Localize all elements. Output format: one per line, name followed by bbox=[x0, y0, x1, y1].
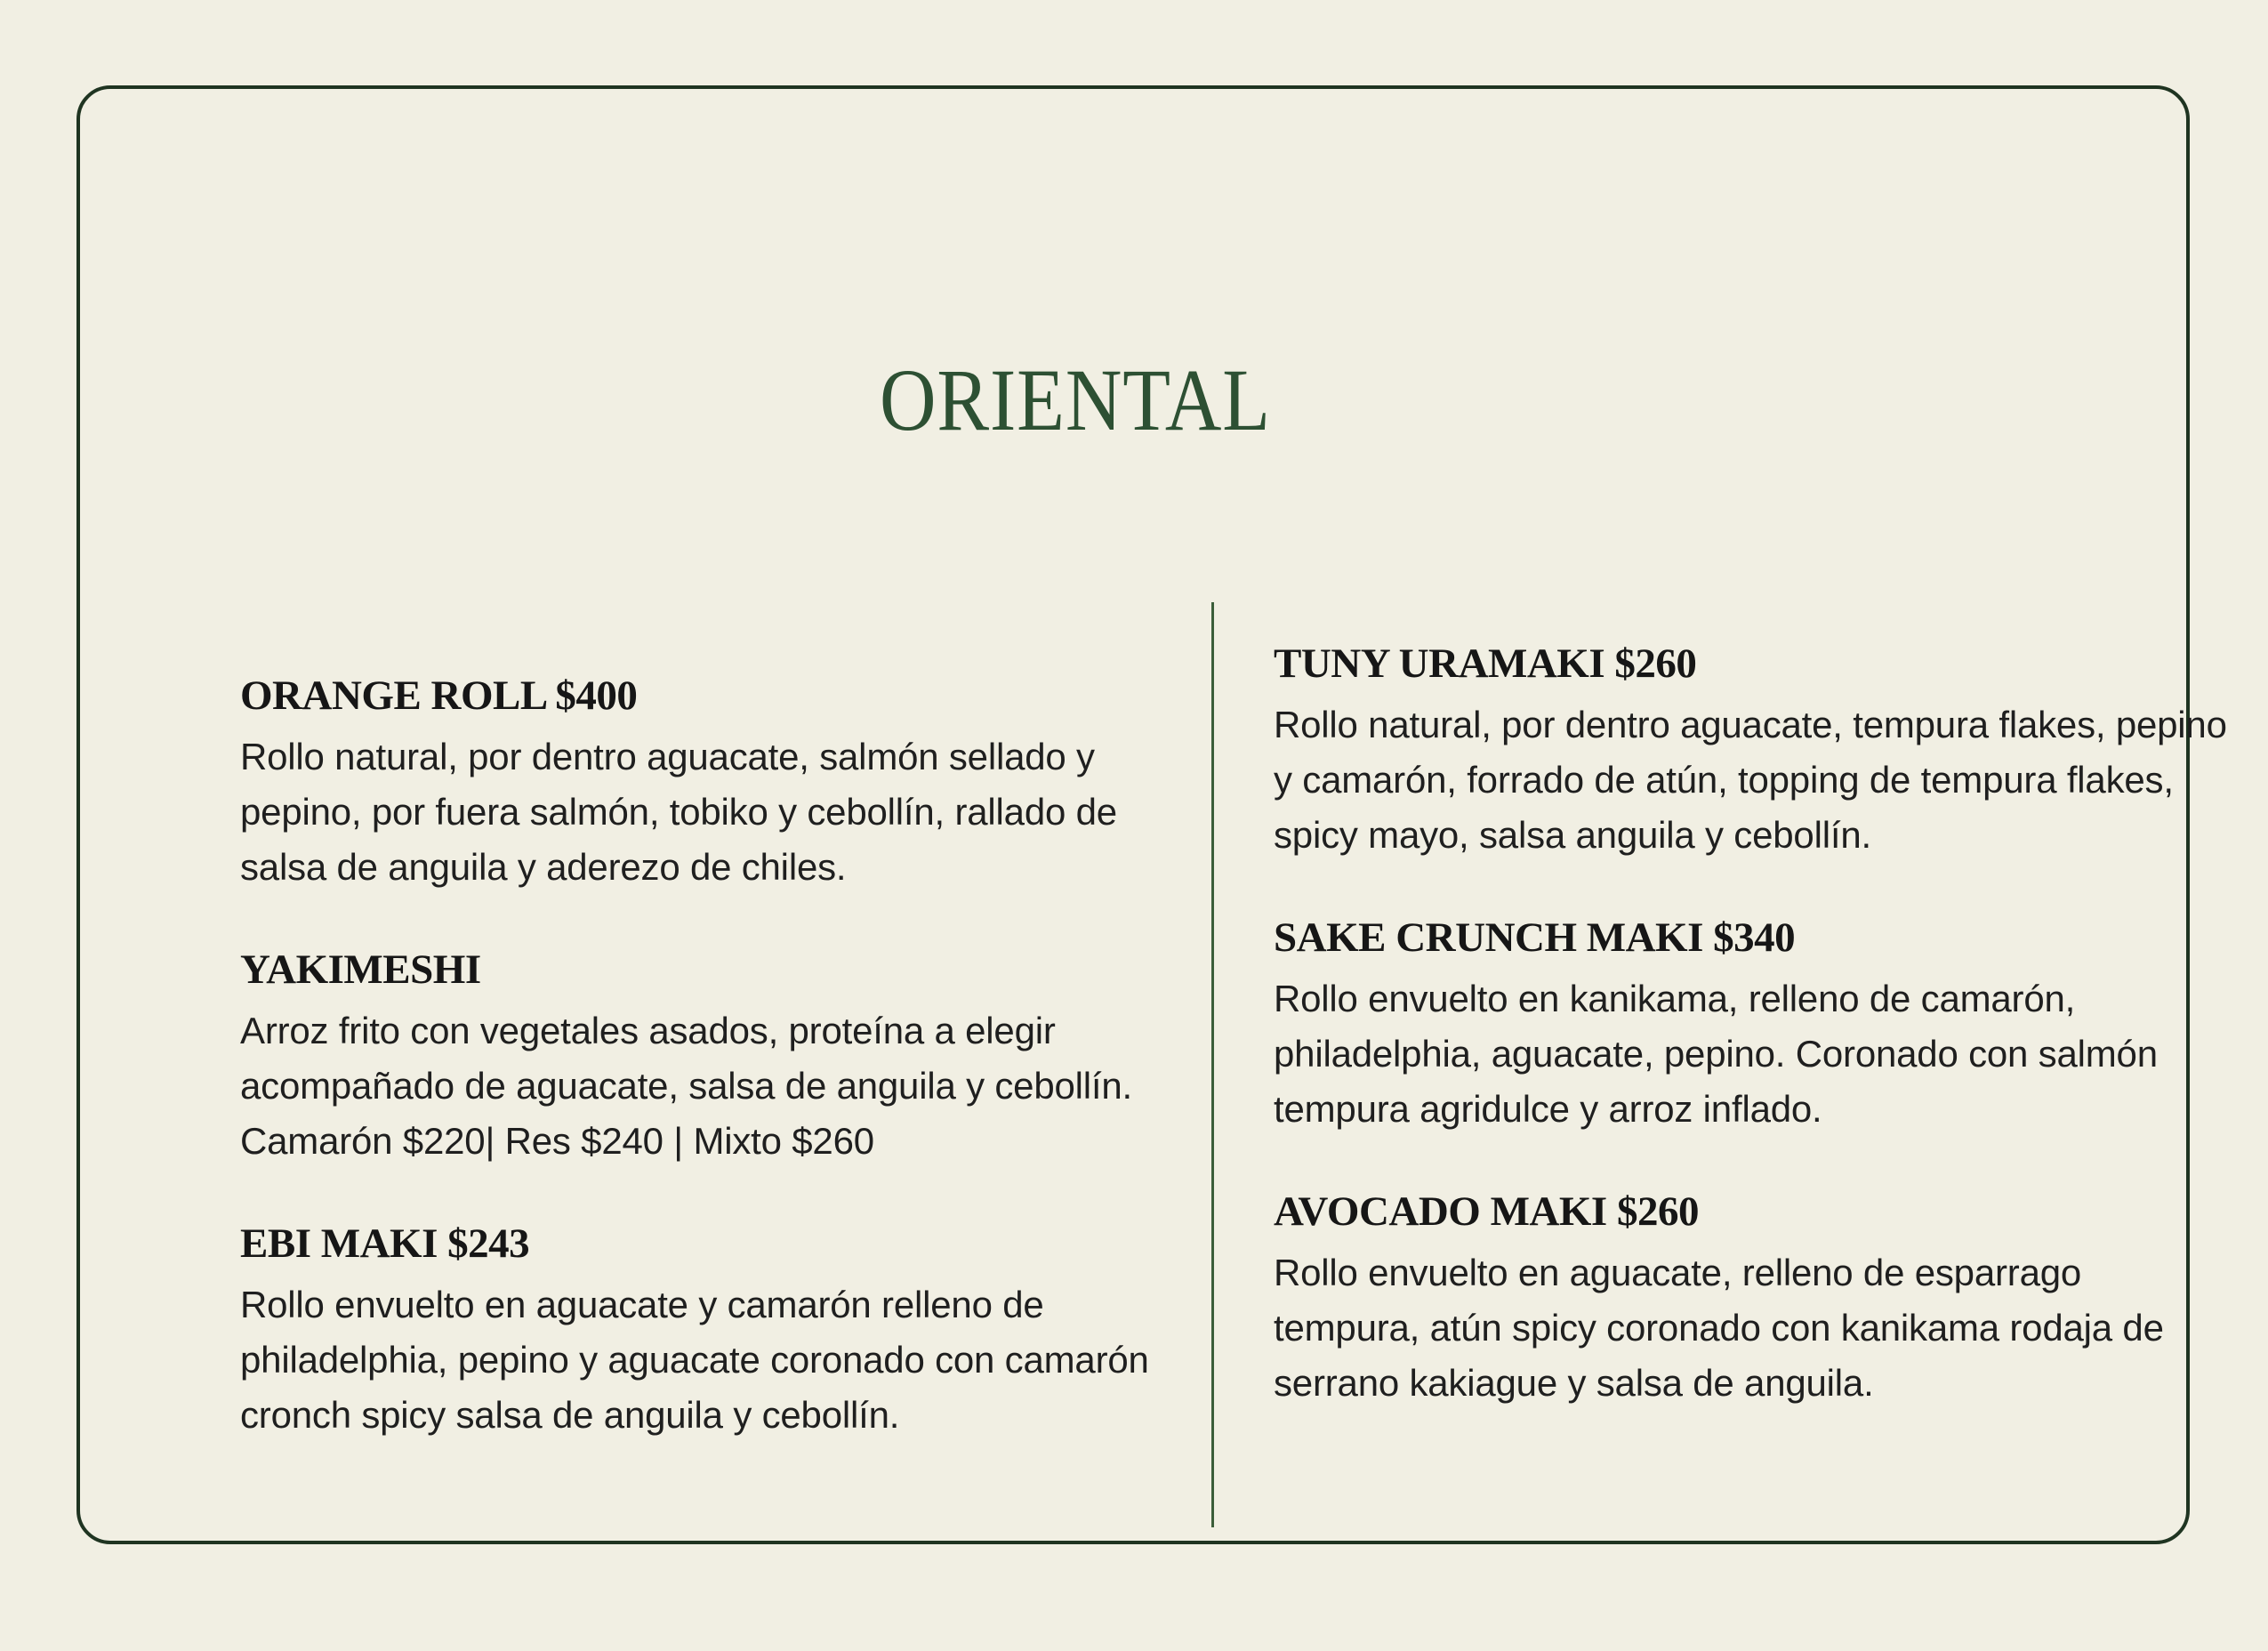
item-name: SAKE CRUNCH MAKI $340 bbox=[1274, 914, 1796, 961]
menu-column-right bbox=[1274, 637, 2234, 1459]
menu-column-left bbox=[240, 669, 1192, 1491]
menu-item bbox=[240, 943, 1192, 1169]
item-description: Rollo envuelto en kanikama, relleno de camarón, philadelphia, aguacate, pepino. Coronado con salmón tempura agridulce y arroz inflado. bbox=[1274, 978, 2158, 1130]
item-name: ORANGE ROLL $400 bbox=[240, 672, 638, 719]
menu-item bbox=[1274, 1185, 2234, 1411]
menu-title: ORIENTAL bbox=[880, 350, 1271, 449]
menu-item bbox=[240, 669, 1192, 895]
item-name: EBI MAKI $243 bbox=[240, 1220, 530, 1267]
menu-item bbox=[1274, 637, 2234, 863]
menu-item bbox=[240, 1217, 1192, 1443]
item-description: Rollo envuelto en aguacate, relleno de esparrago tempura, atún spicy coronado con kanikama rodaja de serrano kakiague y salsa de anguila. bbox=[1274, 1252, 2164, 1404]
item-description: Rollo natural, por dentro aguacate, salmón sellado y pepino, por fuera salmón, tobiko y cebollín, rallado de salsa de anguila y aderezo de chiles. bbox=[240, 736, 1117, 888]
menu-item bbox=[1274, 911, 2234, 1137]
menu-card bbox=[76, 85, 2227, 1544]
title-wrap bbox=[80, 350, 2071, 449]
column-divider bbox=[1211, 602, 1214, 1527]
item-description: Arroz frito con vegetales asados, proteína a elegir acompañado de aguacate, salsa de anguila y cebollín. Camarón $220| Res $240 | Mixto $260 bbox=[240, 1010, 1132, 1162]
item-name: YAKIMESHI bbox=[240, 946, 481, 993]
item-name: TUNY URAMAKI $260 bbox=[1274, 640, 1697, 687]
item-description: Rollo envuelto en aguacate y camarón relleno de philadelphia, pepino y aguacate coronado con camarón cronch spicy salsa de anguila y cebollín. bbox=[240, 1284, 1149, 1436]
item-name: AVOCADO MAKI $260 bbox=[1274, 1188, 1699, 1235]
item-description: Rollo natural, por dentro aguacate, tempura flakes, pepino y camarón, forrado de atún, topping de tempura flakes, spicy mayo, salsa anguila y cebollín. bbox=[1274, 704, 2227, 856]
